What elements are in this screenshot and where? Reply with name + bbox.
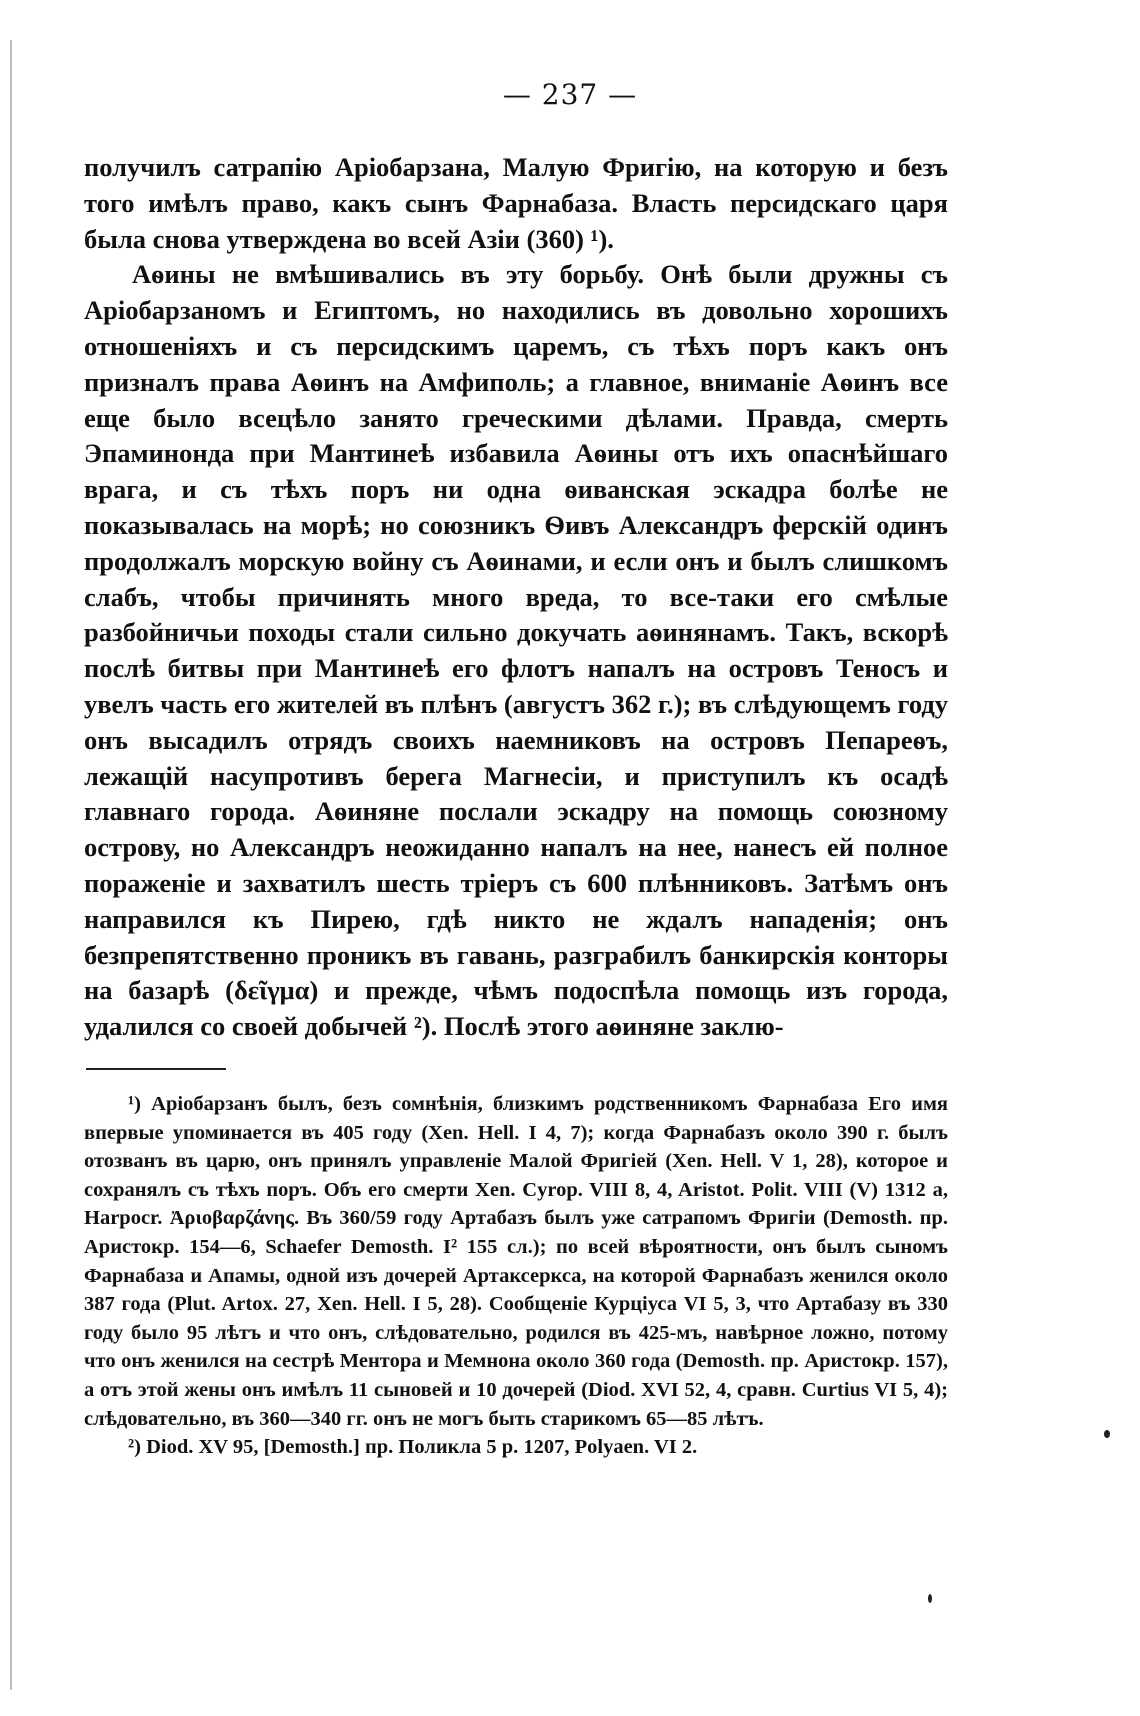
footnote-2: ²) Diod. XV 95, [Demosth.] пр. Поликла 5 р. 1207, Polyaen. VI 2.: [128, 1436, 698, 1459]
footnote-separator: [86, 1068, 226, 1070]
body-text: [84, 150, 948, 1045]
scan-speck: [928, 1594, 932, 1603]
page-number: — 237 —: [502, 78, 638, 111]
scan-speck: [1104, 1430, 1110, 1438]
scan-edge-line: [10, 40, 12, 1690]
footnote-1: ¹) Аріобарзанъ былъ, безъ сомнѣнія, близкимъ родственникомъ Фарнабаза Его имя впервые упоминается въ 405 году (Xen. Hell. I 4, 7); когда Фарнабазъ около 390 г. былъ отозванъ въ царю, онъ принялъ управленіе Малой Фригіей (Xen. Hell. V 1, 28), которое и сохранялъ съ тѣхъ поръ. Объ его смерти Xen. Cyrop. VIII 8, 4, Aristot. Polit. VIII (V) 1312 а, Harpocr. Ἀριοβαρζάνης. Въ 360/59 году Артабазъ былъ уже сатрапомъ Фригіи (Demosth. пр. Аристокр. 154—6, Schaefer Demosth. I² 155 сл.); по всей вѣроятности, онъ былъ сыномъ Фарнабаза и Апамы, одной изъ дочерей Артаксеркса, на которой Фарнабазъ женился около 387 года (Plut. Artox. 27, Xen. Hell. I 5, 28). Сообщеніе Курціуса VI 5, 3, что Артабазу въ 330 году было 95 лѣтъ и что онъ, слѣдовательно, родился въ 425-мъ, навѣрное ложно, потому что онъ женился на сестрѣ Ментора и Мемнона около 360 года (Demosth. пр. Аристокр. 157), а отъ этой жены онъ имѣлъ 11 сыновей и 10 дочерей (Diod. XVI 52, 4, сравн. Curtius VI 5, 4); слѣдовательно, въ 360—340 гг. онъ не могъ быть старикомъ 65—85 лѣтъ.: [84, 1093, 948, 1430]
paragraph-athens: Аѳины не вмѣшивались въ эту борьбу. Онѣ были дружны съ Аріобарзаномъ и Египтомъ, но находились въ довольно хорошихъ отношеніяхъ и съ персидскимъ царемъ, съ тѣхъ поръ какъ онъ призналъ права Аѳинъ на Амфиполь; а главное, вниманіе Аѳинъ все еще было всецѣло занято греческими дѣлами. Правда, смерть Эпаминонда при Мантинеѣ избавила Аѳины отъ ихъ опаснѣйшаго врага, и съ тѣхъ поръ ни одна ѳиванская эскадра болѣе не показывалась на морѣ; но союзникъ Ѳивъ Александръ ферскій одинъ продолжалъ морскую войну съ Аѳинами, и если онъ и былъ слишкомъ слабъ, чтобы причинять много вреда, то все-таки его смѣлые разбойничьи походы стали сильно докучать аѳинянамъ. Такъ, вскорѣ послѣ битвы при Мантинеѣ его флотъ напалъ на островъ Теносъ и увелъ часть его жителей въ плѣнъ (августъ 362 г.); въ слѣдующемъ году онъ высадилъ отрядъ своихъ наемниковъ на островъ Пепареѳъ, лежащій насупротивъ берега Магнесіи, и приступилъ къ осадѣ главнаго города. Аѳиняне послали эскадру на помощь союзному острову, но Александръ неожиданно напалъ на нее, нанесъ ей полное пораженіе и захватилъ шесть тріеръ съ 600 плѣнниковъ. Затѣмъ онъ направился къ Пирею, гдѣ никто не ждалъ нападенія; онъ безпрепятственно проникъ въ гавань, разграбилъ банкирскія конторы на базарѣ (δεῖγμα) и прежде, чѣмъ подоспѣла помощь изъ города, удалился со своей добычей ²). Послѣ этого аѳиняне заклю-: [84, 259, 948, 1042]
footnotes: [84, 1090, 948, 1462]
paragraph-continued: получилъ сатрапію Аріобарзана, Малую Фригію, на которую и безъ того имѣлъ право, какъ сынъ Фарнабаза. Власть персидскаго царя была снова утверждена во всей Азіи (360) ¹).: [84, 152, 948, 254]
